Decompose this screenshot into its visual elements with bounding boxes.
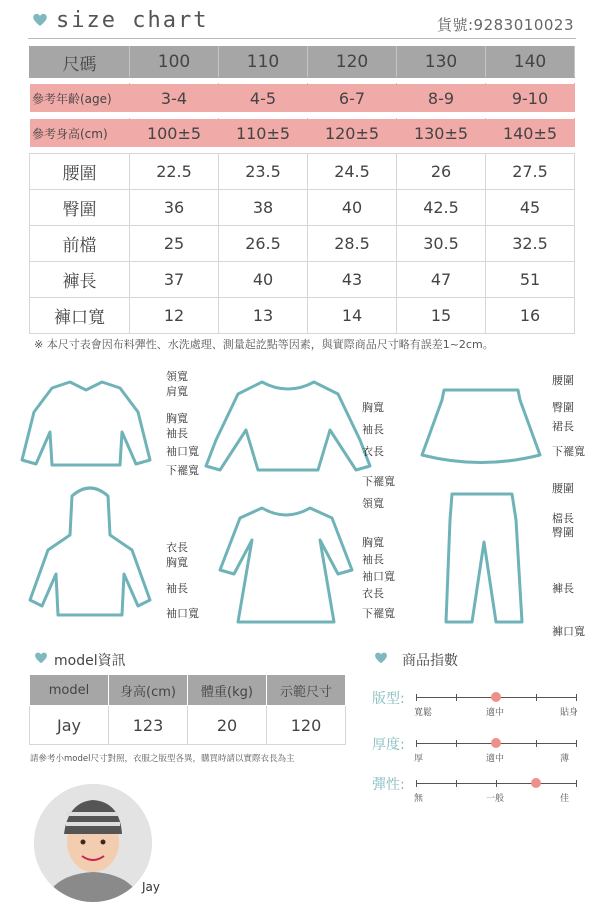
table-cell: 40 xyxy=(308,190,397,226)
table-cell: 12 xyxy=(130,298,219,334)
table-cell: 22.5 xyxy=(130,154,219,190)
table-cell: 43 xyxy=(308,262,397,298)
table-cell: 9-10 xyxy=(486,84,575,113)
page-title: size chart xyxy=(56,8,209,33)
model-size: 120 xyxy=(267,706,346,745)
model-note: 請參考小model尺寸對照，衣服之版型各異，購買時請以實際衣長為主 xyxy=(30,754,295,764)
measure-label: 胸寬 xyxy=(362,401,384,414)
table-cell: 28.5 xyxy=(308,226,397,262)
size-header-cell: 110 xyxy=(219,47,308,78)
measure-label: 胸寬 xyxy=(362,536,384,549)
model-section-title: model資訊 xyxy=(54,653,126,669)
size-chart-table xyxy=(29,46,575,334)
measure-label: 褲長 xyxy=(552,582,574,595)
garment-diagrams xyxy=(0,360,600,635)
table-cell: 15 xyxy=(397,298,486,334)
table-cell: 100±5 xyxy=(130,119,219,148)
measure-label: 下襬寬 xyxy=(552,445,585,458)
avatar xyxy=(34,784,152,902)
measure-label: 袖長 xyxy=(166,427,188,440)
measure-label: 袖口寬 xyxy=(166,607,199,620)
table-cell: 25 xyxy=(130,226,219,262)
table-cell: 130±5 xyxy=(397,119,486,148)
table-row xyxy=(30,119,575,148)
scale-tick xyxy=(576,780,577,787)
measure-label: 下襬寬 xyxy=(166,464,199,477)
table-cell: 120±5 xyxy=(308,119,397,148)
scale-tick xyxy=(536,694,537,701)
scale-left: 寬鬆 xyxy=(414,708,433,718)
table-row xyxy=(30,84,575,113)
table-cell: 37 xyxy=(130,262,219,298)
measure-label: 衣長 xyxy=(166,541,188,554)
size-header-label: 尺碼 xyxy=(30,47,130,78)
heart-icon xyxy=(32,12,48,28)
measure-label: 肩寬 xyxy=(166,385,188,398)
heart-icon xyxy=(34,651,48,665)
table-cell: 47 xyxy=(397,262,486,298)
model-header-model: model xyxy=(30,675,109,706)
measure-label: 腰圍 xyxy=(552,482,574,495)
measure-label: 袖長 xyxy=(166,582,188,595)
measure-label: 衣長 xyxy=(362,587,384,600)
row-label: 臀圍 xyxy=(30,190,130,226)
scale-tick xyxy=(576,740,577,747)
scale-tick xyxy=(456,740,457,747)
table-cell: 32.5 xyxy=(486,226,575,262)
row-label: 腰圍 xyxy=(30,154,130,190)
table-cell: 140±5 xyxy=(486,119,575,148)
index-section-title: 商品指數 xyxy=(402,653,458,669)
measure-label: 胸寬 xyxy=(166,556,188,569)
measure-label: 下襬寬 xyxy=(362,607,395,620)
measure-label: 下襬寬 xyxy=(362,475,395,488)
measure-label: 胸寬 xyxy=(166,412,188,425)
measure-label: 裙長 xyxy=(552,420,574,433)
table-cell: 45 xyxy=(486,190,575,226)
row-label: 褲口寬 xyxy=(30,298,130,334)
measure-label: 臀圍 xyxy=(552,401,574,414)
measure-label: 袖口寬 xyxy=(362,570,395,583)
scale-left: 厚 xyxy=(414,754,424,764)
model-weight: 20 xyxy=(188,706,267,745)
scale-tick xyxy=(416,740,417,747)
table-row xyxy=(30,154,575,190)
table-cell: 6-7 xyxy=(308,84,397,113)
scale-tick xyxy=(416,694,417,701)
scale-tick xyxy=(496,780,497,787)
scale-tick xyxy=(456,780,457,787)
scale-right: 貼身 xyxy=(560,708,579,718)
scale-tick xyxy=(536,740,537,747)
scale-marker xyxy=(491,692,501,702)
measure-label: 腰圍 xyxy=(552,374,574,387)
scale-left: 無 xyxy=(414,794,424,804)
table-row xyxy=(30,298,575,334)
size-header-cell: 130 xyxy=(397,47,486,78)
scale-right: 薄 xyxy=(560,754,570,764)
model-height: 123 xyxy=(109,706,188,745)
row-label: 前檔 xyxy=(30,226,130,262)
scale-marker xyxy=(491,738,501,748)
table-row xyxy=(30,262,575,298)
table-cell: 51 xyxy=(486,262,575,298)
measure-label: 臀圍 xyxy=(552,526,574,539)
item-number: 貨號:9283010023 xyxy=(437,16,574,34)
measure-label: 領寬 xyxy=(166,370,188,383)
measure-label: 領寬 xyxy=(362,497,384,510)
measure-label: 衣長 xyxy=(362,445,384,458)
model-header-weight: 體重(kg) xyxy=(188,675,267,706)
index-label: 版型: xyxy=(372,691,405,707)
table-cell: 27.5 xyxy=(486,154,575,190)
table-row xyxy=(30,190,575,226)
model-name: Jay xyxy=(30,706,109,745)
measure-label: 檔長 xyxy=(552,512,574,525)
table-cell: 110±5 xyxy=(219,119,308,148)
model-header-height: 身高(cm) xyxy=(109,675,188,706)
table-cell: 8-9 xyxy=(397,84,486,113)
scale-marker xyxy=(531,778,541,788)
table-cell: 3-4 xyxy=(130,84,219,113)
table-cell: 26.5 xyxy=(219,226,308,262)
table-cell: 16 xyxy=(486,298,575,334)
scale-tick xyxy=(456,694,457,701)
table-cell: 4-5 xyxy=(219,84,308,113)
size-note: ※ 本尺寸表會因布料彈性、水洗處理、測量起訖點等因素，與實際商品尺寸略有誤差1~2cm。 xyxy=(34,338,494,351)
scale-mid: 一般 xyxy=(486,794,505,804)
diagram-drawings xyxy=(0,360,600,635)
row-label: 參考身高(cm) xyxy=(30,119,130,148)
size-header-cell: 100 xyxy=(130,47,219,78)
size-header-cell: 140 xyxy=(486,47,575,78)
model-table xyxy=(29,675,346,745)
model-header-size: 示範尺寸 xyxy=(267,675,346,706)
scale-right: 佳 xyxy=(560,794,570,804)
index-label: 彈性: xyxy=(372,777,405,793)
measure-label: 褲口寬 xyxy=(552,625,585,638)
photo-caption: Jay xyxy=(142,880,160,894)
row-label: 參考年齡(age) xyxy=(30,84,130,113)
table-cell: 23.5 xyxy=(219,154,308,190)
row-label: 褲長 xyxy=(30,262,130,298)
divider xyxy=(28,38,576,39)
table-cell: 26 xyxy=(397,154,486,190)
heart-icon xyxy=(374,651,388,665)
table-cell: 40 xyxy=(219,262,308,298)
size-header-cell: 120 xyxy=(308,47,397,78)
scale-mid: 適中 xyxy=(486,754,505,764)
table-cell: 14 xyxy=(308,298,397,334)
table-cell: 38 xyxy=(219,190,308,226)
index-label: 厚度: xyxy=(372,737,405,753)
table-cell: 24.5 xyxy=(308,154,397,190)
measure-label: 袖口寬 xyxy=(166,445,199,458)
table-row xyxy=(30,226,575,262)
measure-label: 袖長 xyxy=(362,553,384,566)
scale-tick xyxy=(416,780,417,787)
measure-label: 袖長 xyxy=(362,423,384,436)
table-cell: 30.5 xyxy=(397,226,486,262)
scale-mid: 適中 xyxy=(486,708,505,718)
table-cell: 13 xyxy=(219,298,308,334)
scale-tick xyxy=(576,694,577,701)
table-cell: 36 xyxy=(130,190,219,226)
table-cell: 42.5 xyxy=(397,190,486,226)
